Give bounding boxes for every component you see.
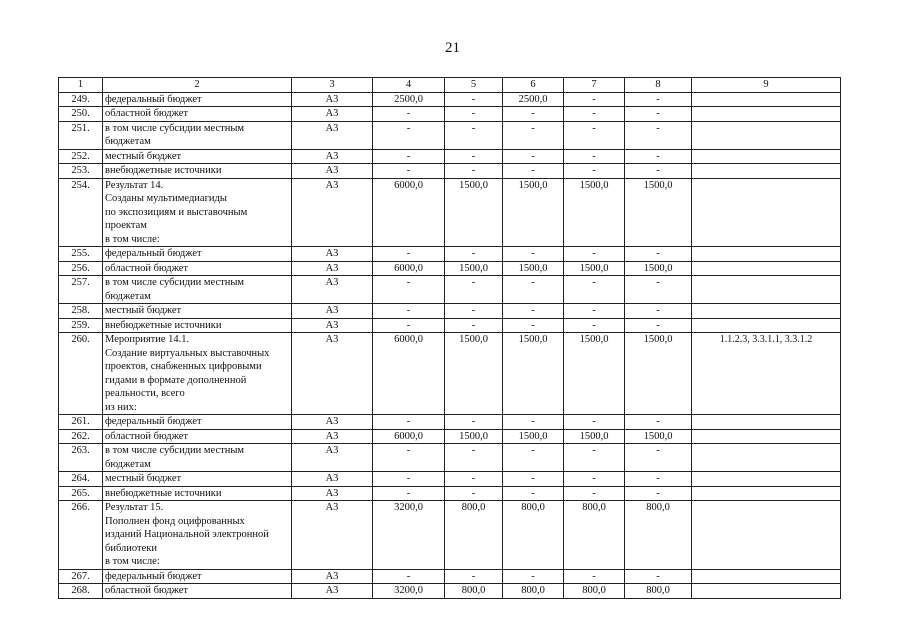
row-indicators [692,92,841,107]
row-indicators [692,486,841,501]
row-year-4: - [625,472,692,487]
row-year-1: - [445,569,503,584]
row-year-1: 1500,0 [445,429,503,444]
row-indicators [692,472,841,487]
row-name: областной бюджет [103,107,292,122]
row-indicators [692,584,841,599]
row-year-4: - [625,569,692,584]
row-indicators [692,444,841,472]
row-name: внебюджетные источники [103,486,292,501]
row-year-4: 800,0 [625,584,692,599]
table-row [59,415,841,430]
row-number: 254. [59,178,103,247]
row-code: А3 [292,501,373,570]
row-year-1: - [445,121,503,149]
header-cell-5: 5 [445,78,503,93]
row-indicators [692,318,841,333]
row-year-4: - [625,486,692,501]
row-total: - [373,121,445,149]
row-total: - [373,276,445,304]
row-year-2: 800,0 [503,584,564,599]
row-year-1: 1500,0 [445,178,503,247]
row-indicators: 1.1.2.3, 3.3.1.1, 3.3.1.2 [692,333,841,415]
row-year-2: 2500,0 [503,92,564,107]
header-cell-1: 1 [59,78,103,93]
row-year-2: - [503,247,564,262]
row-year-3: - [564,121,625,149]
row-name: внебюджетные источники [103,164,292,179]
table-row [59,501,841,570]
table-row [59,92,841,107]
row-year-3: - [564,164,625,179]
row-year-3: 1500,0 [564,261,625,276]
row-year-3: 800,0 [564,584,625,599]
row-total: 2500,0 [373,92,445,107]
row-total: - [373,444,445,472]
row-year-2: - [503,486,564,501]
row-year-4: 1500,0 [625,178,692,247]
row-code: А3 [292,304,373,319]
row-code: А3 [292,276,373,304]
row-name: областной бюджет [103,261,292,276]
table-row [59,444,841,472]
table-row [59,304,841,319]
row-number: 252. [59,149,103,164]
row-indicators [692,429,841,444]
table-row [59,569,841,584]
row-year-2: 1500,0 [503,429,564,444]
row-year-2: - [503,121,564,149]
row-name: в том числе субсидии местным бюджетам [103,276,292,304]
row-total: - [373,318,445,333]
row-code: А3 [292,261,373,276]
row-code: А3 [292,415,373,430]
row-year-4: - [625,415,692,430]
row-total: - [373,247,445,262]
row-number: 253. [59,164,103,179]
row-year-1: 800,0 [445,584,503,599]
row-name: местный бюджет [103,304,292,319]
row-year-1: - [445,149,503,164]
row-year-2: - [503,276,564,304]
row-number: 264. [59,472,103,487]
row-total: 6000,0 [373,178,445,247]
table-row [59,584,841,599]
table-row [59,429,841,444]
row-code: А3 [292,486,373,501]
row-year-3: 1500,0 [564,429,625,444]
row-code: А3 [292,149,373,164]
row-name: областной бюджет [103,429,292,444]
row-year-1: - [445,304,503,319]
header-cell-9: 9 [692,78,841,93]
row-code: А3 [292,121,373,149]
row-year-2: 1500,0 [503,333,564,415]
row-code: А3 [292,318,373,333]
row-code: А3 [292,107,373,122]
row-name: федеральный бюджет [103,569,292,584]
row-number: 265. [59,486,103,501]
row-year-2: - [503,164,564,179]
row-year-1: 1500,0 [445,261,503,276]
row-year-4: - [625,304,692,319]
row-year-1: - [445,107,503,122]
row-name: областной бюджет [103,584,292,599]
row-year-4: 1500,0 [625,261,692,276]
table-row [59,164,841,179]
row-code: А3 [292,569,373,584]
budget-table [58,77,841,599]
row-year-3: 1500,0 [564,333,625,415]
row-code: А3 [292,164,373,179]
row-number: 263. [59,444,103,472]
row-year-4: 800,0 [625,501,692,570]
row-year-2: - [503,304,564,319]
header-cell-2: 2 [103,78,292,93]
row-indicators [692,569,841,584]
row-year-2: - [503,149,564,164]
row-number: 260. [59,333,103,415]
table-row [59,178,841,247]
row-year-4: - [625,247,692,262]
row-year-4: - [625,121,692,149]
table-row [59,149,841,164]
row-year-1: 800,0 [445,501,503,570]
row-year-4: 1500,0 [625,429,692,444]
header-cell-6: 6 [503,78,564,93]
row-year-1: - [445,318,503,333]
row-name: Результат 14. Созданы мультимедиагиды по экспозициям и выставочным проектам в том числе: [103,178,292,247]
row-year-3: - [564,276,625,304]
row-year-1: - [445,92,503,107]
header-cell-7: 7 [564,78,625,93]
row-total: 6000,0 [373,333,445,415]
row-total: - [373,415,445,430]
table-row [59,121,841,149]
row-total: 3200,0 [373,584,445,599]
row-number: 256. [59,261,103,276]
row-year-4: 1500,0 [625,333,692,415]
row-indicators [692,149,841,164]
row-year-2: - [503,415,564,430]
row-total: 6000,0 [373,429,445,444]
row-year-1: - [445,276,503,304]
row-name: федеральный бюджет [103,92,292,107]
row-name: федеральный бюджет [103,415,292,430]
row-year-2: - [503,569,564,584]
row-year-3: - [564,486,625,501]
row-year-1: - [445,164,503,179]
row-code: А3 [292,444,373,472]
row-number: 249. [59,92,103,107]
table-row [59,472,841,487]
row-name: Результат 15. Пополнен фонд оцифрованных изданий Национальной электронной библиотеки в том числе: [103,501,292,570]
row-year-2: 800,0 [503,501,564,570]
row-year-1: 1500,0 [445,333,503,415]
row-total: - [373,304,445,319]
row-number: 261. [59,415,103,430]
row-total: - [373,107,445,122]
row-total: - [373,164,445,179]
row-year-2: - [503,472,564,487]
row-year-3: - [564,92,625,107]
row-year-1: - [445,444,503,472]
row-indicators [692,178,841,247]
row-number: 251. [59,121,103,149]
row-total: - [373,569,445,584]
row-number: 259. [59,318,103,333]
row-number: 257. [59,276,103,304]
row-indicators [692,276,841,304]
table-row [59,107,841,122]
row-total: 3200,0 [373,501,445,570]
row-year-3: - [564,304,625,319]
table-row [59,261,841,276]
row-indicators [692,121,841,149]
row-year-3: - [564,107,625,122]
header-cell-3: 3 [292,78,373,93]
table-row [59,486,841,501]
row-name: внебюджетные источники [103,318,292,333]
table-row [59,247,841,262]
row-number: 266. [59,501,103,570]
row-year-2: - [503,107,564,122]
row-year-3: 1500,0 [564,178,625,247]
table-row [59,318,841,333]
row-number: 268. [59,584,103,599]
row-year-4: - [625,276,692,304]
row-name: федеральный бюджет [103,247,292,262]
row-number: 258. [59,304,103,319]
row-indicators [692,415,841,430]
row-number: 262. [59,429,103,444]
row-name: в том числе субсидии местным бюджетам [103,121,292,149]
row-total: - [373,472,445,487]
row-code: А3 [292,472,373,487]
row-indicators [692,501,841,570]
row-year-4: - [625,149,692,164]
row-year-1: - [445,247,503,262]
row-indicators [692,304,841,319]
row-year-1: - [445,472,503,487]
table-body [59,92,841,598]
row-year-3: - [564,318,625,333]
row-code: А3 [292,333,373,415]
row-total: 6000,0 [373,261,445,276]
header-cell-8: 8 [625,78,692,93]
row-year-2: 1500,0 [503,261,564,276]
row-number: 250. [59,107,103,122]
row-year-3: - [564,444,625,472]
row-year-4: - [625,318,692,333]
row-year-3: - [564,149,625,164]
row-code: А3 [292,429,373,444]
table-row [59,276,841,304]
table-row [59,333,841,415]
header-cell-4: 4 [373,78,445,93]
row-indicators [692,261,841,276]
row-number: 267. [59,569,103,584]
row-code: А3 [292,584,373,599]
row-year-2: - [503,444,564,472]
row-number: 255. [59,247,103,262]
row-year-3: - [564,415,625,430]
row-indicators [692,107,841,122]
row-year-3: - [564,472,625,487]
table-header-row [59,78,841,93]
row-code: А3 [292,247,373,262]
row-year-2: - [503,318,564,333]
row-year-3: - [564,247,625,262]
row-year-3: - [564,569,625,584]
row-year-4: - [625,92,692,107]
row-year-2: 1500,0 [503,178,564,247]
row-indicators [692,247,841,262]
row-year-3: 800,0 [564,501,625,570]
page-number: 21 [445,40,460,56]
row-year-1: - [445,415,503,430]
row-name: местный бюджет [103,149,292,164]
row-year-4: - [625,444,692,472]
row-code: А3 [292,178,373,247]
row-year-4: - [625,107,692,122]
row-name: в том числе субсидии местным бюджетам [103,444,292,472]
row-total: - [373,486,445,501]
row-name: местный бюджет [103,472,292,487]
row-code: А3 [292,92,373,107]
row-name: Мероприятие 14.1. Создание виртуальных выставочных проектов, снабженных цифровыми гидами в формате дополненной реальности, всего из них: [103,333,292,415]
row-year-4: - [625,164,692,179]
row-indicators [692,164,841,179]
row-year-1: - [445,486,503,501]
row-total: - [373,149,445,164]
